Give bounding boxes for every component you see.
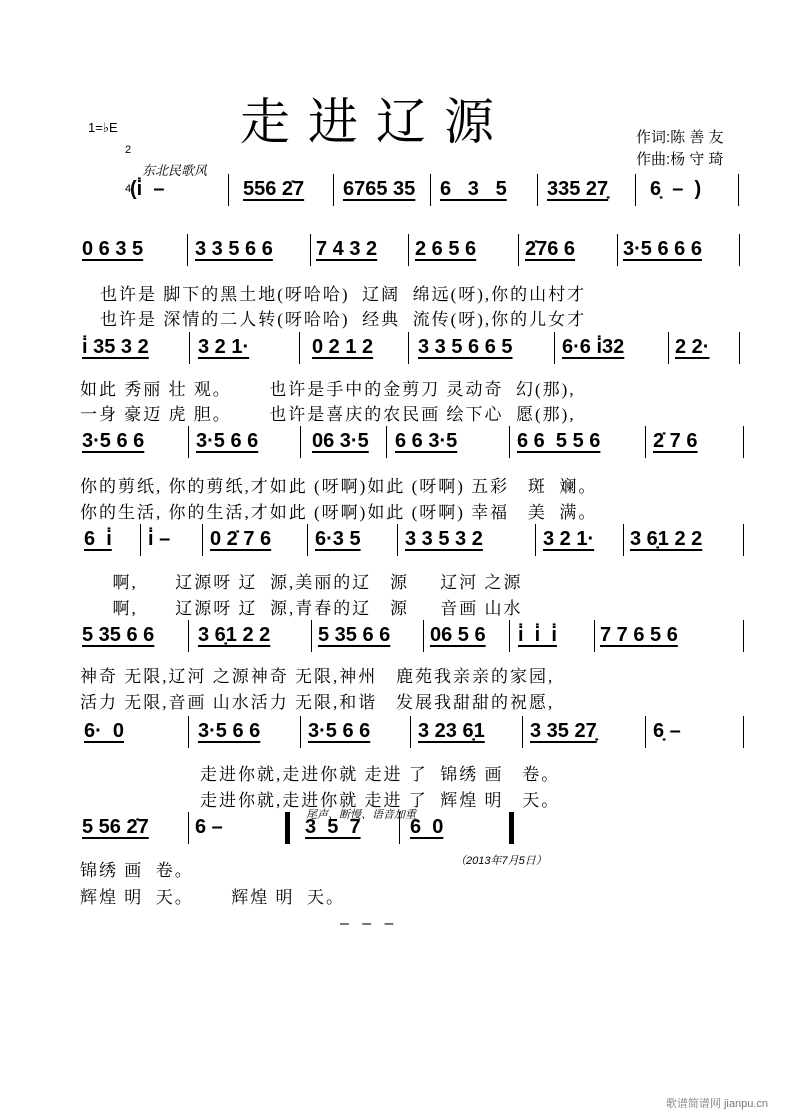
song-title: 走进辽源 (240, 94, 512, 150)
bar-line (311, 620, 312, 652)
bar-line (408, 234, 409, 266)
measure: 7 4 3 2 (316, 238, 378, 260)
bar-line (307, 524, 308, 556)
notation-row (0, 336, 790, 366)
bar-line (738, 174, 739, 206)
measure: 6 6 5 5 6 (517, 430, 601, 452)
lyricist: 作词:陈 善 友 (636, 129, 724, 146)
measure: 3 3 5 3 2 (405, 528, 483, 550)
measure: 6̣ – (653, 720, 681, 742)
measure: 2 2· (675, 336, 710, 358)
measure: 3 23 6̣1 (418, 720, 485, 742)
bar-line (645, 716, 646, 748)
measure: 3 2 1· (543, 528, 595, 550)
bar-line (522, 716, 523, 748)
measure: 3 3 5 6 6 (195, 238, 273, 260)
time-bottom: 4 (125, 183, 132, 195)
bar-line (509, 426, 510, 458)
bar-line (617, 234, 618, 266)
bar-line (743, 620, 744, 652)
notation-row (0, 430, 790, 460)
lyric-line: 你的剪纸, 你的剪纸,才如此 (呀啊)如此 (呀啊) 五彩 斑 斓。 (80, 477, 598, 496)
bar-line (739, 234, 740, 266)
bar-line (140, 524, 141, 556)
bar-line (228, 174, 229, 206)
measure: i̇ i̇ i̇ (518, 624, 557, 646)
bar-line (645, 426, 646, 458)
bar-line (743, 524, 744, 556)
bar-line (535, 524, 536, 556)
notation-row (0, 178, 790, 208)
measure: 6 i̇ (84, 528, 112, 550)
measure: 2̇76 6 (525, 238, 576, 260)
bar-line (187, 234, 188, 266)
measure: 3 3 5 6 6 5 (418, 336, 513, 358)
bar-line (310, 234, 311, 266)
lyric-line: 也许是 脚下的黑土地(呀哈哈) 辽阔 绵远(呀),你的山村才 (100, 285, 587, 304)
notation-row (0, 720, 790, 750)
bar-line (509, 620, 510, 652)
bar-line (397, 524, 398, 556)
measure: 0 6 3 5 (82, 238, 144, 260)
measure: 0 2̇ 7 6 (210, 528, 272, 550)
measure: 6 6 3·5 (395, 430, 458, 452)
bar-line (509, 812, 514, 844)
bar-line (299, 332, 300, 364)
measure: 7 7 6 5 6 (600, 624, 678, 646)
measure: 06 5 6 (430, 624, 486, 646)
measure: 6765 35 (343, 178, 416, 200)
bar-line (594, 620, 595, 652)
bar-line (188, 716, 189, 748)
measure: 06 3·5 (312, 430, 369, 452)
bar-line (408, 332, 409, 364)
lyric-line: 辉煌 明 天。 辉煌 明 天。 (80, 888, 345, 907)
bar-line (188, 620, 189, 652)
measure: 3 5 7 (305, 816, 361, 838)
bar-line (743, 426, 744, 458)
measure: 6 3 5 (440, 178, 507, 200)
bar-line (386, 426, 387, 458)
key-signature: 1=♭E (88, 120, 118, 135)
bar-line (188, 426, 189, 458)
measure: 3 6̣1 2 2 (198, 624, 271, 646)
bar-line (554, 332, 555, 364)
bar-line (635, 174, 636, 206)
lyric-line: 也许是 深情的二人转(呀哈哈) 经典 流传(呀),你的儿女才 (100, 310, 587, 329)
bar-line (743, 716, 744, 748)
lyric-line: 如此 秀丽 壮 观。 也许是手中的金剪刀 灵动奇 幻(那), (80, 380, 576, 399)
bar-line (623, 524, 624, 556)
measure: 3·5 6 6 6 (623, 238, 702, 260)
measure: 3·5 6 6 (198, 720, 261, 742)
bar-line (189, 332, 190, 364)
lyric-line: 神奇 无限,辽河 之源神奇 无限,神州 鹿苑我亲亲的家园, (80, 667, 555, 686)
coda-note: 尾声、断慢、语音加重 (306, 809, 416, 821)
measure: 6 0 (410, 816, 444, 838)
bar-line (423, 620, 424, 652)
measure: 3 6̣1 2 2 (630, 528, 703, 550)
measure: 3·5 6 6 (82, 430, 145, 452)
bar-line (430, 174, 431, 206)
bar-line (518, 234, 519, 266)
measure: i̇ – (148, 528, 171, 550)
bar-line (333, 174, 334, 206)
style-marking: 东北民歌风 (142, 163, 208, 178)
lyric-line: 一身 豪迈 虎 胆。 也许是喜庆的农民画 绘下心 愿(那), (80, 405, 576, 424)
measure: 2̇ 7 6 (653, 430, 698, 452)
measure: 0 2 1 2 (312, 336, 374, 358)
measure: 556 2̇7 (243, 178, 305, 200)
measure: 3 2 1· (198, 336, 250, 358)
bar-line (739, 332, 740, 364)
bar-line (285, 812, 290, 844)
measure: 3·5 6 6 (308, 720, 371, 742)
measure: i̇ 35 3 2 (82, 336, 149, 358)
lyric-line: 活力 无限,音画 山水活力 无限,和谐 发展我甜甜的祝愿, (80, 693, 555, 712)
lyric-line: 啊, 辽源呀 辽 源,美丽的辽 源 辽河 之源 (100, 573, 523, 592)
measure: 5 35 6 6 (82, 624, 155, 646)
measure: (i̇ – (130, 178, 165, 200)
composer: 作曲:杨 守 琦 (636, 151, 724, 168)
notation-row (0, 528, 790, 558)
lyric-line: 你的生活, 你的生活,才如此 (呀啊)如此 (呀啊) 幸福 美 满。 (80, 503, 598, 522)
bar-line (668, 332, 669, 364)
time-top: 2 (125, 144, 132, 156)
lyric-line: 走进你就,走进你就 走进 了 辉煌 明 天。 (200, 791, 561, 810)
notation-row (0, 624, 790, 654)
bar-line (188, 812, 189, 844)
measure: 6 – (195, 816, 223, 838)
measure: 6· 0 (84, 720, 125, 742)
ending-dashes: – – – (340, 915, 394, 932)
measure: 6·3 5 (315, 528, 361, 550)
measure: 6̣ – ) (650, 178, 702, 200)
bar-line (202, 524, 203, 556)
measure: 2 6 5 6 (415, 238, 477, 260)
measure: 5 35 6 6 (318, 624, 391, 646)
bar-line (300, 426, 301, 458)
measure: 3 35 27̣ (530, 720, 597, 742)
lyric-line: 锦绣 画 卷。 (80, 861, 194, 880)
notation-row (0, 238, 790, 268)
watermark: 歌谱简谱网 jianpu.cn (665, 1098, 768, 1110)
measure: 335 27̣ (547, 178, 609, 200)
bar-line (300, 716, 301, 748)
bar-line (410, 716, 411, 748)
date: （2013年7月5日） (455, 855, 547, 867)
measure: 6·6 i̇32 (562, 336, 625, 358)
measure: 5 56 2̇7 (82, 816, 149, 838)
bar-line (537, 174, 538, 206)
lyric-line: 啊, 辽源呀 辽 源,青春的辽 源 音画 山水 (100, 599, 523, 618)
lyric-line: 走进你就,走进你就 走进 了 锦绣 画 卷。 (200, 765, 561, 784)
measure: 3·5 6 6 (196, 430, 259, 452)
